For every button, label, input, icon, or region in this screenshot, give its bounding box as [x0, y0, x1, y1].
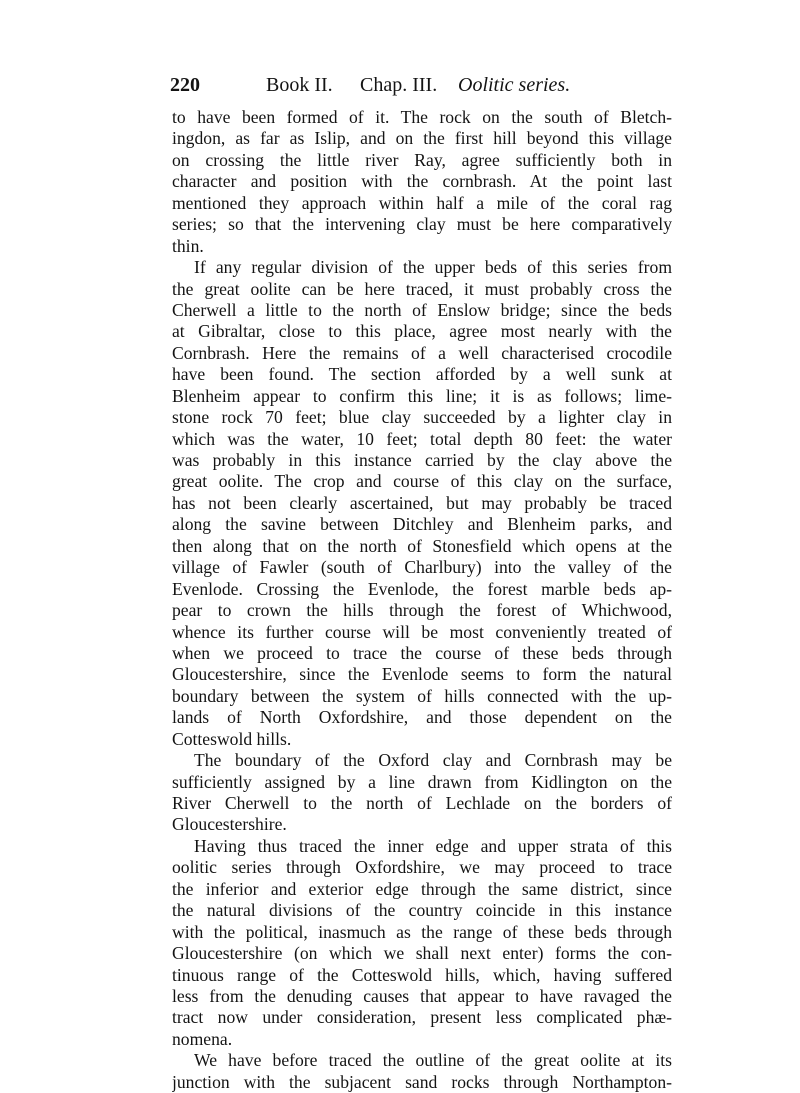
- page-number: 220: [170, 74, 200, 96]
- text-line: oolitic series through Oxfordshire, we may proceed to trace: [172, 857, 672, 878]
- text-line: at Gibraltar, close to this place, agree most nearly with the: [172, 321, 672, 342]
- text-line: lands of North Oxfordshire, and those dependent on the: [172, 707, 672, 728]
- text-line: Gloucestershire.: [172, 814, 287, 835]
- section-title: Oolitic series.: [458, 74, 571, 96]
- text-line: Having thus traced the inner edge and upper strata of this: [194, 835, 672, 856]
- text-line: River Cherwell to the north of Lechlade on the borders of: [172, 793, 672, 813]
- text-line: junction with the subjacent sand rocks through Northampton-: [172, 1071, 672, 1092]
- text-line: boundary between the system of hills connected with the up-: [172, 685, 672, 706]
- text-line: character and position with the cornbrash. At the point last: [172, 171, 672, 192]
- text-line: less from the denuding causes that appear to have ravaged the: [172, 985, 672, 1006]
- text-line: tract now under consideration, present less complicated phæ-: [172, 1007, 672, 1028]
- text-line: If any regular division of the upper beds of this series from: [194, 257, 672, 278]
- text-line: to have been formed of it. The rock on the south of Bletch-: [172, 107, 672, 127]
- text-line: with the political, inasmuch as the range of these beds through: [172, 921, 672, 942]
- text-line: when we proceed to trace the course of these beds through: [172, 642, 672, 663]
- text-line: great oolite. The crop and course of this clay on the surface,: [172, 471, 672, 492]
- text-line: pear to crown the hills through the forest of Whichwood,: [172, 600, 672, 621]
- text-line: Blenheim appear to confirm this line; it is as follows; lime-: [172, 385, 672, 406]
- text-line: then along that on the north of Stonesfield which opens at the: [172, 535, 672, 556]
- book-label: Book II.: [266, 74, 333, 96]
- text-line: series; so that the intervening clay must be here comparatively: [172, 214, 672, 235]
- running-head: [170, 70, 670, 100]
- text-line: along the savine between Ditchley and Blenheim parks, and: [172, 514, 672, 535]
- text-line: the natural divisions of the country coincide in this instance: [172, 900, 672, 921]
- text-line: Cornbrash. Here the remains of a well characterised crocodile: [172, 342, 672, 363]
- text-line: Gloucestershire (on which we shall next enter) forms the con-: [172, 943, 672, 964]
- text-line: the inferior and exterior edge through the same district, since: [172, 878, 672, 899]
- text-line: which was the water, 10 feet; total depth 80 feet: the water: [172, 428, 672, 449]
- text-line: have been found. The section afforded by a well sunk at: [172, 364, 672, 385]
- text-line: Gloucestershire, since the Evenlode seems to form the natural: [172, 664, 672, 685]
- text-line: ingdon, as far as Islip, and on the first hill beyond this village: [172, 128, 672, 149]
- text-line: Evenlode. Crossing the Evenlode, the forest marble beds ap-: [172, 578, 672, 599]
- text-line: tinuous range of the Cotteswold hills, which, having suffered: [172, 964, 672, 985]
- body-text: [172, 107, 672, 1093]
- text-line: Cherwell a little to the north of Enslow bridge; since the beds: [172, 299, 672, 320]
- text-line: village of Fawler (south of Charlbury) into the valley of the: [172, 557, 672, 578]
- text-line: thin.: [172, 235, 204, 256]
- text-line: sufficiently assigned by a line drawn from Kidlington on the: [172, 771, 672, 792]
- text-line: the great oolite can be here traced, it must probably cross the: [172, 278, 672, 299]
- text-line: was probably in this instance carried by the clay above the: [172, 450, 672, 470]
- text-line: has not been clearly ascertained, but may probably be traced: [172, 492, 672, 513]
- text-line: mentioned they approach within half a mile of the coral rag: [172, 192, 672, 213]
- chapter-label: Chap. III.: [360, 74, 438, 96]
- text-line: on crossing the little river Ray, agree sufficiently both in: [172, 149, 672, 170]
- text-line: stone rock 70 feet; blue clay succeeded by a lighter clay in: [172, 407, 672, 428]
- text-line: Cotteswold hills.: [172, 728, 292, 749]
- text-line: The boundary of the Oxford clay and Cornbrash may be: [194, 750, 672, 771]
- text-line: We have before traced the outline of the great oolite at its: [194, 1050, 672, 1071]
- text-line: whence its further course will be most conveniently treated of: [172, 621, 672, 642]
- text-line: nomena.: [172, 1028, 233, 1049]
